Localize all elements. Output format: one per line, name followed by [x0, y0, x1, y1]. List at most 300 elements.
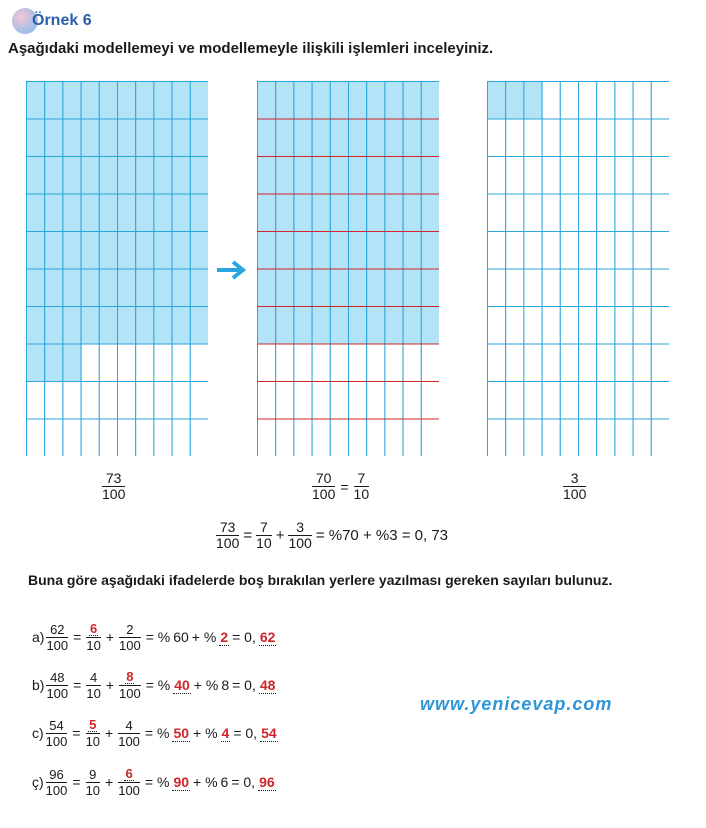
shaded-cell: [403, 119, 421, 157]
shaded-cell: [367, 269, 385, 307]
empty-cell: [506, 269, 524, 307]
shaded-cell: [312, 157, 330, 195]
shaded-cell: [81, 232, 99, 270]
shaded-cell: [45, 269, 63, 307]
empty-cell: [312, 382, 330, 420]
empty-cell: [136, 382, 154, 420]
summary-equation: [216, 520, 448, 551]
shaded-cell: [81, 82, 99, 120]
shaded-cell: [258, 82, 276, 120]
shaded-cell: [349, 157, 367, 195]
shaded-cell: [172, 194, 190, 232]
percent-tenths-answer: 90: [173, 773, 190, 790]
shaded-cell: [63, 82, 81, 120]
shaded-cell: [367, 307, 385, 345]
equals-sign: =: [243, 527, 253, 544]
empty-cell: [506, 307, 524, 345]
shaded-cell: [294, 269, 312, 307]
empty-cell: [542, 382, 560, 420]
shaded-cell: [172, 119, 190, 157]
shaded-cell: [45, 232, 63, 270]
exercise-fraction-3: [118, 719, 140, 748]
shaded-cell: [312, 82, 330, 120]
fraction-numerator: 70: [315, 470, 332, 486]
fraction-denominator: 100: [119, 686, 141, 701]
shaded-cell: [190, 119, 208, 157]
exercise-fraction-3: [119, 623, 141, 652]
model-3-fraction: [563, 471, 586, 502]
shaded-cell: [45, 119, 63, 157]
empty-cell: [294, 419, 312, 456]
shaded-cell: [349, 194, 367, 232]
empty-cell: [615, 344, 633, 382]
empty-cell: [524, 307, 542, 345]
empty-cell: [542, 269, 560, 307]
shaded-cell: [81, 307, 99, 345]
fraction-denominator: 100: [45, 733, 68, 749]
shaded-cell: [63, 119, 81, 157]
instruction-text: Aşağıdaki modellemeyi ve modellemeyle ilişkili işlemleri inceleyiniz.: [8, 40, 494, 57]
shaded-cell: [385, 269, 403, 307]
exercise-row: ç) 96 100 = 9 10 + $\frac{6}{100}$ = % 90 + % 6 = 0, 96: [32, 766, 275, 798]
empty-cell: [154, 382, 172, 420]
empty-cell: [633, 232, 651, 270]
empty-cell: [633, 82, 651, 120]
shaded-cell: [27, 232, 45, 270]
empty-cell: [488, 232, 506, 270]
hundred-grid-model-2: [257, 81, 439, 456]
watermark-text: www.yenicevap.com: [420, 694, 613, 714]
empty-cell: [651, 119, 669, 157]
fraction-numerator: 3: [296, 519, 305, 535]
model-2-equation: [312, 471, 369, 502]
empty-cell: [312, 344, 330, 382]
empty-cell: [633, 419, 651, 456]
empty-cell: [579, 269, 597, 307]
empty-cell: [651, 157, 669, 195]
fraction-numerator: 48: [50, 669, 65, 685]
empty-cell: [330, 382, 348, 420]
empty-cell: [524, 157, 542, 195]
shaded-cell: [190, 307, 208, 345]
empty-cell: [633, 382, 651, 420]
empty-cell: [421, 344, 439, 382]
empty-cell: [524, 269, 542, 307]
shaded-cell: [276, 157, 294, 195]
shaded-cell: [330, 157, 348, 195]
shaded-cell: [63, 344, 81, 382]
shaded-cell: [385, 307, 403, 345]
fraction-denominator: 100: [563, 486, 587, 502]
decimal-answer: 48: [259, 676, 276, 693]
shaded-cell: [403, 157, 421, 195]
empty-cell: [579, 382, 597, 420]
empty-cell: [615, 119, 633, 157]
shaded-cell: [136, 194, 154, 232]
empty-cell: [488, 344, 506, 382]
model-2-fraction: [312, 471, 335, 502]
shaded-cell: [367, 119, 385, 157]
shaded-cell: [118, 232, 136, 270]
empty-cell: [633, 157, 651, 195]
empty-cell: [136, 344, 154, 382]
fraction-numerator: 5: [89, 717, 97, 732]
percent-hundredths-answer: 4: [221, 724, 230, 741]
empty-cell: [294, 344, 312, 382]
exercise-fraction-1: [46, 768, 68, 797]
empty-cell: [615, 269, 633, 307]
empty-cell: [597, 419, 615, 456]
shaded-cell: [190, 232, 208, 270]
shaded-cell: [506, 82, 524, 120]
empty-cell: [542, 344, 560, 382]
shaded-cell: [421, 307, 439, 345]
shaded-cell: [154, 269, 172, 307]
shaded-cell: [294, 119, 312, 157]
shaded-cell: [330, 307, 348, 345]
empty-cell: [579, 119, 597, 157]
model-2-simplified-fraction: [354, 471, 370, 502]
shaded-cell: [294, 194, 312, 232]
empty-cell: [172, 382, 190, 420]
percent-hundredths-answer: 8: [221, 677, 230, 693]
empty-cell: [597, 382, 615, 420]
shaded-cell: [154, 232, 172, 270]
empty-cell: [560, 382, 578, 420]
shaded-cell: [349, 232, 367, 270]
shaded-cell: [312, 307, 330, 345]
shaded-cell: [118, 82, 136, 120]
exercise-label: a): [32, 629, 45, 645]
shaded-cell: [385, 82, 403, 120]
empty-cell: [488, 382, 506, 420]
empty-cell: [276, 419, 294, 456]
empty-cell: [651, 344, 669, 382]
shaded-cell: [154, 194, 172, 232]
shaded-cell: [421, 119, 439, 157]
shaded-cell: [27, 194, 45, 232]
empty-cell: [524, 419, 542, 456]
exercise-label: ç): [32, 774, 44, 790]
summary-fraction-3: [288, 520, 311, 551]
shaded-cell: [27, 269, 45, 307]
fraction-denominator: 100: [288, 535, 312, 551]
shaded-cell: [118, 119, 136, 157]
exercise-row: a) 62 100 = $\frac{6}{10}$ + 2 100 = % 60 + % 2 = 0, 62: [32, 621, 276, 653]
shaded-cell: [45, 344, 63, 382]
empty-cell: [597, 82, 615, 120]
exercise-fraction-2: [86, 718, 100, 748]
shaded-cell: [99, 194, 117, 232]
empty-cell: [615, 194, 633, 232]
shaded-cell: [421, 82, 439, 120]
shaded-cell: [258, 307, 276, 345]
empty-cell: [651, 382, 669, 420]
shaded-cell: [276, 269, 294, 307]
empty-cell: [524, 232, 542, 270]
empty-cell: [63, 419, 81, 456]
empty-cell: [488, 194, 506, 232]
shaded-cell: [172, 232, 190, 270]
shaded-cell: [312, 194, 330, 232]
empty-cell: [403, 382, 421, 420]
empty-cell: [579, 344, 597, 382]
fraction-numerator: 9: [89, 766, 97, 782]
exercise-fraction-3: [119, 670, 141, 700]
empty-cell: [488, 157, 506, 195]
percent-tenths-answer: 60: [173, 629, 189, 645]
shaded-cell: [190, 157, 208, 195]
fraction-numerator: 6: [125, 766, 133, 781]
empty-cell: [81, 419, 99, 456]
empty-cell: [367, 344, 385, 382]
plus-sign: +: [275, 527, 285, 544]
shaded-cell: [136, 82, 154, 120]
empty-cell: [118, 419, 136, 456]
shaded-cell: [403, 194, 421, 232]
empty-cell: [349, 344, 367, 382]
empty-cell: [488, 119, 506, 157]
empty-cell: [542, 419, 560, 456]
shaded-cell: [99, 119, 117, 157]
fraction-numerator: 4: [89, 669, 98, 685]
hundred-grid-model-1: [26, 81, 208, 456]
empty-cell: [276, 344, 294, 382]
shaded-cell: [172, 82, 190, 120]
shaded-cell: [294, 232, 312, 270]
empty-cell: [506, 194, 524, 232]
example-badge: [10, 6, 120, 36]
empty-cell: [81, 382, 99, 420]
shaded-cell: [190, 82, 208, 120]
shaded-cell: [45, 82, 63, 120]
shaded-cell: [63, 194, 81, 232]
shaded-cell: [27, 307, 45, 345]
shaded-cell: [154, 157, 172, 195]
shaded-cell: [258, 232, 276, 270]
shaded-cell: [27, 82, 45, 120]
shaded-cell: [421, 157, 439, 195]
shaded-cell: [349, 82, 367, 120]
shaded-cell: [330, 232, 348, 270]
empty-cell: [560, 119, 578, 157]
shaded-cell: [63, 307, 81, 345]
empty-cell: [99, 419, 117, 456]
shaded-cell: [63, 232, 81, 270]
empty-cell: [633, 307, 651, 345]
empty-cell: [615, 307, 633, 345]
fraction-denominator: 10: [353, 486, 370, 502]
shaded-cell: [172, 157, 190, 195]
empty-cell: [172, 344, 190, 382]
empty-cell: [560, 307, 578, 345]
empty-cell: [190, 382, 208, 420]
empty-cell: [651, 307, 669, 345]
shaded-cell: [81, 157, 99, 195]
shaded-cell: [154, 119, 172, 157]
shaded-cell: [154, 307, 172, 345]
empty-cell: [506, 382, 524, 420]
empty-cell: [421, 382, 439, 420]
exercise-fraction-1: [46, 623, 68, 652]
question-text: Buna göre aşağıdaki ifadelerde boş bırakılan yerlere yazılması gereken sayıları bulunuz.: [28, 572, 613, 588]
empty-cell: [524, 194, 542, 232]
fraction-denominator: 100: [102, 486, 126, 502]
empty-cell: [190, 419, 208, 456]
exercise-label: c): [32, 725, 44, 741]
exercise-row: b) 48 100 = 4 10 + $\frac{8}{100}$ = % 40 + % 8 = 0, 48: [32, 669, 276, 701]
shaded-cell: [330, 82, 348, 120]
fraction-numerator: 3: [570, 470, 579, 486]
shaded-cell: [385, 157, 403, 195]
empty-cell: [651, 232, 669, 270]
empty-cell: [542, 157, 560, 195]
shaded-cell: [27, 157, 45, 195]
fraction-denominator: 100: [45, 782, 68, 798]
shaded-cell: [403, 269, 421, 307]
percent-tenths-answer: 50: [173, 724, 190, 741]
shaded-cell: [312, 269, 330, 307]
fraction-denominator: 10: [86, 638, 101, 653]
empty-cell: [651, 419, 669, 456]
model-1-fraction: [102, 471, 125, 502]
empty-cell: [258, 344, 276, 382]
exercise-row: c) 54 100 = $\frac{5}{10}$ + 4 100 = % 50 + % 4 = 0, 54: [32, 717, 277, 749]
empty-cell: [615, 382, 633, 420]
shaded-cell: [330, 119, 348, 157]
summary-result: = %70 + %3 = 0, 73: [315, 527, 449, 544]
shaded-cell: [294, 82, 312, 120]
shaded-cell: [276, 232, 294, 270]
shaded-cell: [172, 307, 190, 345]
shaded-cell: [258, 194, 276, 232]
shaded-cell: [99, 307, 117, 345]
shaded-cell: [421, 269, 439, 307]
shaded-cell: [367, 157, 385, 195]
exercise-fraction-3: [118, 767, 140, 797]
shaded-cell: [118, 307, 136, 345]
shaded-cell: [27, 119, 45, 157]
empty-cell: [294, 382, 312, 420]
shaded-cell: [367, 82, 385, 120]
exercise-fraction-2: [86, 622, 100, 652]
empty-cell: [633, 344, 651, 382]
shaded-cell: [294, 157, 312, 195]
empty-cell: [524, 382, 542, 420]
empty-cell: [615, 419, 633, 456]
empty-cell: [579, 194, 597, 232]
shaded-cell: [136, 119, 154, 157]
shaded-cell: [421, 194, 439, 232]
shaded-cell: [349, 119, 367, 157]
empty-cell: [560, 419, 578, 456]
fraction-denominator: 100: [46, 685, 69, 701]
empty-cell: [27, 419, 45, 456]
empty-cell: [542, 119, 560, 157]
empty-cell: [276, 382, 294, 420]
empty-cell: [136, 419, 154, 456]
empty-cell: [597, 307, 615, 345]
percent-hundredths-answer: 2: [220, 628, 229, 645]
fraction-numerator: 62: [50, 621, 65, 637]
fraction-numerator: 6: [89, 621, 98, 636]
empty-cell: [615, 157, 633, 195]
empty-cell: [154, 419, 172, 456]
fraction-numerator: 4: [125, 717, 133, 733]
summary-fraction-2: [256, 520, 272, 551]
shaded-cell: [276, 82, 294, 120]
empty-cell: [579, 307, 597, 345]
summary-fraction-1: [216, 520, 239, 551]
shaded-cell: [403, 82, 421, 120]
exercise-fraction-1: [46, 719, 68, 748]
empty-cell: [579, 232, 597, 270]
fraction-denominator: 100: [118, 733, 140, 749]
fraction-denominator: 100: [118, 783, 140, 798]
shaded-cell: [258, 157, 276, 195]
fraction-denominator: 100: [312, 486, 336, 502]
empty-cell: [45, 382, 63, 420]
shaded-cell: [403, 232, 421, 270]
shaded-cell: [276, 194, 294, 232]
empty-cell: [312, 419, 330, 456]
fraction-denominator: 10: [256, 535, 272, 551]
empty-cell: [99, 382, 117, 420]
fraction-numerator: 7: [260, 519, 268, 535]
empty-cell: [349, 382, 367, 420]
empty-cell: [506, 419, 524, 456]
shaded-cell: [99, 157, 117, 195]
empty-cell: [506, 119, 524, 157]
fraction-denominator: 10: [85, 734, 101, 749]
fraction-numerator: 73: [105, 470, 122, 486]
shaded-cell: [136, 269, 154, 307]
empty-cell: [633, 269, 651, 307]
empty-cell: [488, 307, 506, 345]
shaded-cell: [276, 307, 294, 345]
empty-cell: [597, 194, 615, 232]
shaded-cell: [385, 119, 403, 157]
shaded-cell: [63, 157, 81, 195]
empty-cell: [506, 157, 524, 195]
shaded-cell: [294, 307, 312, 345]
shaded-cell: [118, 269, 136, 307]
exercise-fraction-1: [46, 671, 68, 700]
shaded-cell: [524, 82, 542, 120]
empty-cell: [542, 82, 560, 120]
shaded-cell: [403, 307, 421, 345]
fraction-denominator: 100: [216, 535, 240, 551]
shaded-cell: [99, 82, 117, 120]
empty-cell: [330, 419, 348, 456]
shaded-cell: [367, 194, 385, 232]
shaded-cell: [385, 194, 403, 232]
empty-cell: [597, 269, 615, 307]
empty-cell: [258, 419, 276, 456]
fraction-denominator: 100: [119, 637, 141, 653]
empty-cell: [542, 232, 560, 270]
empty-cell: [154, 344, 172, 382]
empty-cell: [506, 232, 524, 270]
shaded-cell: [312, 119, 330, 157]
fraction-denominator: 10: [86, 685, 101, 701]
fraction-denominator: 10: [85, 782, 101, 798]
empty-cell: [597, 232, 615, 270]
equals-sign: =: [340, 478, 349, 495]
empty-cell: [615, 82, 633, 120]
shaded-cell: [330, 194, 348, 232]
decimal-answer: 96: [259, 773, 275, 790]
